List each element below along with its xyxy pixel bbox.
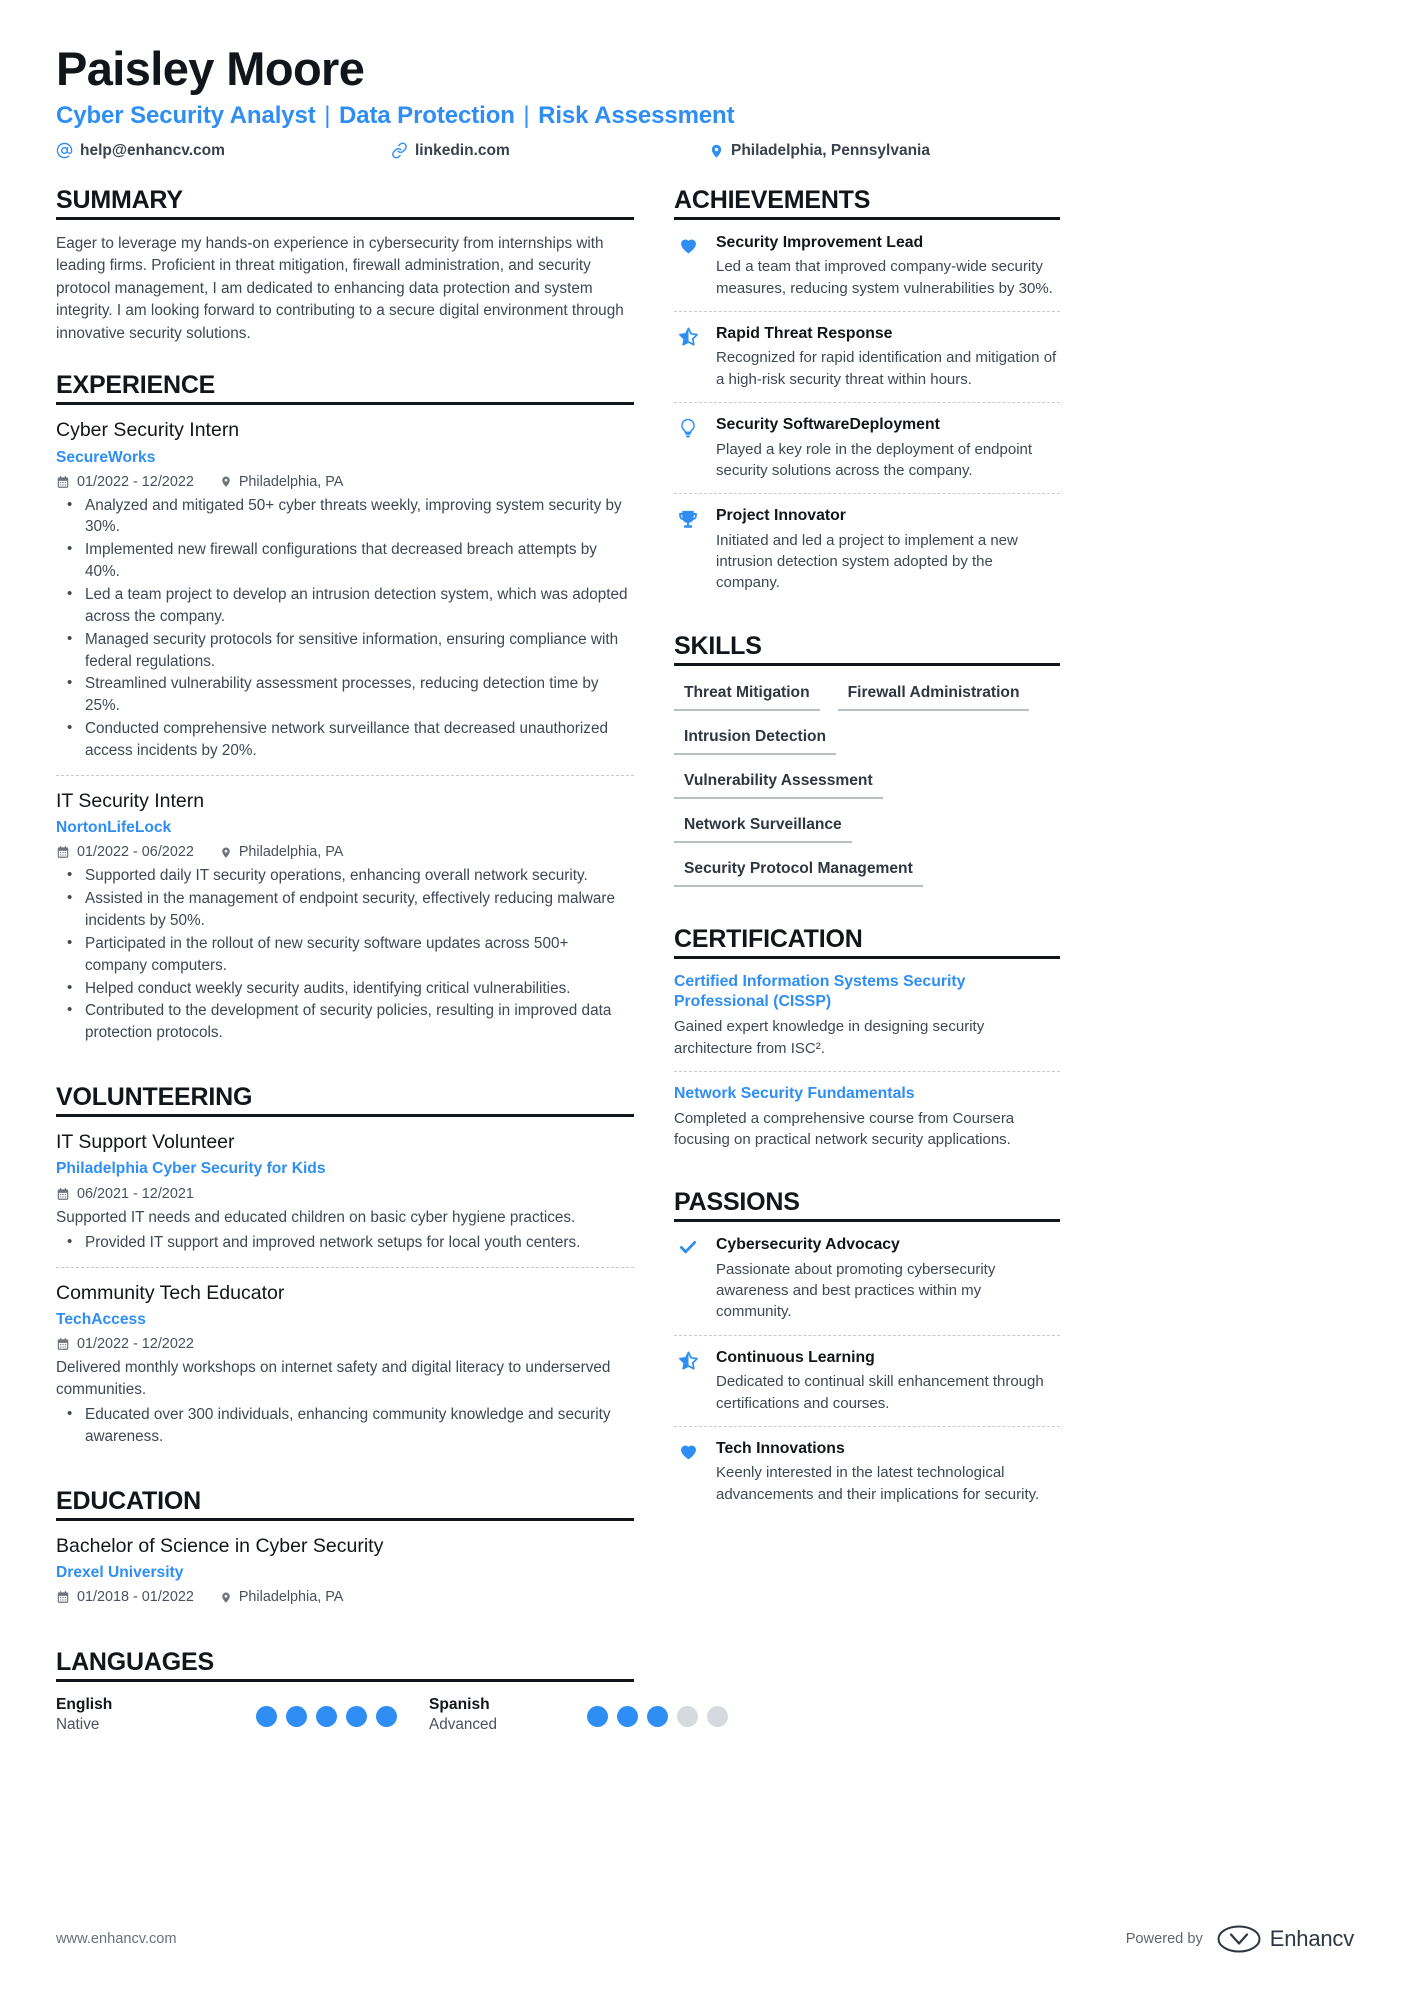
- summary-text: Eager to leverage my hands-on experience in cybersecurity from internships with leading firms. Proficient in threat mitigation, firewall administration, and security protocol management, I am dedicated to enhancing data protection and system integrity. I am looking forward to contributing to a secure digital environment through innovative security solutions.: [56, 234, 624, 342]
- entry-bullets: [56, 865, 634, 1044]
- link-icon: [391, 142, 408, 159]
- certification-description: Completed a comprehensive course from Coursera focusing on practical network security applications.: [674, 1109, 1015, 1148]
- volunteering-entry: [56, 1267, 634, 1461]
- entry-role: IT Security Intern: [56, 789, 205, 812]
- achievement-body: [716, 506, 1060, 593]
- entry-dates-text: 01/2022 - 12/2022: [77, 473, 194, 490]
- proficiency-dot: [617, 1706, 638, 1727]
- check-icon: [674, 1235, 702, 1322]
- entry-location-text: Philadelphia, PA: [238, 1589, 344, 1606]
- bullet-item: • Participated in the rollout of new security software updates across 500+ company computers.: [56, 933, 634, 977]
- star-half-icon: [674, 1348, 702, 1414]
- entry-bullets: [56, 1232, 634, 1254]
- enhancv-brand[interactable]: [1217, 1925, 1354, 1953]
- section-rule: [56, 1114, 634, 1117]
- proficiency-dot: [256, 1706, 277, 1727]
- bullet-item: • Streamlined vulnerability assessment processes, reducing detection time by 25%.: [56, 673, 634, 717]
- bullet-item: • Assisted in the management of endpoint security, effectively reducing malware incidents by 50%.: [56, 888, 634, 932]
- enhancv-logo-icon: [1217, 1925, 1261, 1953]
- resume-header: [56, 44, 1354, 160]
- headline-part-1: Cyber Security Analyst: [56, 101, 316, 129]
- entry-meta: [56, 844, 634, 860]
- language-item-english: [56, 1695, 397, 1735]
- passion-description: Keenly interested in the latest technological advancements and their implications for security.: [716, 1464, 1040, 1503]
- entry-dates: [56, 844, 194, 860]
- achievement-description: Initiated and led a project to implement a new intrusion detection system adopted by the company.: [716, 531, 1018, 592]
- entry-degree: Bachelor of Science in Cyber Security: [56, 1535, 384, 1558]
- contact-row: [56, 142, 1354, 160]
- entry-location-text: Philadelphia, PA: [238, 844, 344, 861]
- lightbulb-icon: [674, 415, 702, 481]
- entry-location: [220, 474, 344, 490]
- section-title-summary: SUMMARY: [56, 185, 183, 214]
- achievement-item: [674, 493, 1060, 605]
- certification-description: Gained expert knowledge in designing security architecture from ISC².: [674, 1018, 985, 1057]
- skill-tag: Security Protocol Management: [674, 855, 923, 887]
- entry-bullets: [56, 1404, 634, 1448]
- passion-title: Tech Innovations: [716, 1439, 845, 1457]
- headline-separator: |: [516, 101, 537, 129]
- achievement-item: [674, 402, 1060, 493]
- section-title-skills: SKILLS: [674, 631, 762, 660]
- education-entry: [56, 1534, 634, 1622]
- candidate-name: Paisley Moore: [56, 42, 365, 95]
- heart-icon: [674, 1439, 702, 1505]
- experience-entry: [56, 775, 634, 1057]
- passion-title: Continuous Learning: [716, 1348, 875, 1366]
- section-title-languages: LANGUAGES: [56, 1648, 214, 1677]
- proficiency-dot: [587, 1706, 608, 1727]
- entry-dates: [56, 1186, 194, 1202]
- entry-meta: [56, 1186, 634, 1202]
- contact-location: [709, 142, 930, 160]
- section-title-achievements: ACHIEVEMENTS: [674, 185, 871, 214]
- achievement-item: [674, 311, 1060, 402]
- certification-title[interactable]: Certified Information Systems Security Professional (CISSP): [674, 972, 966, 1011]
- section-title-education: EDUCATION: [56, 1487, 201, 1516]
- enhancv-brand-name: Enhancv: [1269, 1926, 1354, 1951]
- calendar-icon: [56, 475, 70, 489]
- heart-icon: [674, 233, 702, 299]
- entry-meta: [56, 1589, 634, 1605]
- section-skills: [674, 632, 1060, 899]
- section-languages: [56, 1648, 634, 1735]
- proficiency-dot: [647, 1706, 668, 1727]
- skill-tag: Firewall Administration: [838, 679, 1030, 711]
- entry-dates: [56, 474, 194, 490]
- achievement-item: [674, 233, 1060, 311]
- proficiency-dot: [376, 1706, 397, 1727]
- section-rule: [56, 1679, 634, 1682]
- achievement-title: Security Improvement Lead: [716, 233, 924, 251]
- passion-description: Passionate about promoting cybersecurity awareness and best practices within my community.: [716, 1260, 996, 1321]
- passion-item: [674, 1426, 1060, 1517]
- footer-powered-by: [1126, 1925, 1354, 1953]
- section-achievements: [674, 186, 1060, 606]
- achievement-body: [716, 233, 1060, 299]
- achievement-body: [716, 324, 1060, 390]
- powered-by-label: Powered by: [1125, 1931, 1203, 1947]
- entry-description: Delivered monthly workshops on internet safety and digital literacy to underserved communities.: [56, 1358, 611, 1399]
- language-name: Spanish: [429, 1696, 490, 1714]
- experience-entry: [56, 418, 634, 775]
- resume-columns: [56, 186, 1354, 1761]
- contact-location-text: Philadelphia, Pennsylvania: [731, 141, 930, 159]
- entry-dates-text: 01/2022 - 06/2022: [77, 844, 194, 861]
- language-labels: [56, 1695, 256, 1735]
- candidate-headline: [56, 101, 1354, 131]
- achievement-title: Project Innovator: [716, 507, 846, 525]
- achievement-description: Played a key role in the deployment of endpoint security solutions across the company.: [716, 440, 1033, 479]
- at-icon: [56, 142, 73, 159]
- location-pin-icon: [220, 845, 232, 860]
- entry-dates-text: 06/2021 - 12/2021: [77, 1185, 194, 1202]
- passion-body: [716, 1348, 1060, 1414]
- section-summary: [56, 186, 634, 345]
- headline-separator: |: [317, 101, 337, 129]
- entry-company[interactable]: NortonLifeLock: [56, 819, 172, 837]
- proficiency-dot: [316, 1706, 337, 1727]
- bullet-item: • Conducted comprehensive network surveillance that decreased unauthorized access incidents by 20%.: [56, 718, 634, 762]
- footer-website[interactable]: www.enhancv.com: [56, 1931, 177, 1947]
- skill-tag: Vulnerability Assessment: [674, 767, 883, 799]
- bullet-item: • Educated over 300 individuals, enhancing community knowledge and security awareness.: [56, 1404, 634, 1448]
- entry-meta: [56, 474, 634, 490]
- achievement-description: Led a team that improved company-wide security measures, reducing system vulnerabilities by 30%.: [716, 258, 1053, 297]
- skill-tag: Intrusion Detection: [674, 723, 836, 755]
- entry-organization[interactable]: Philadelphia Cyber Security for Kids: [56, 1160, 326, 1178]
- entry-dates-text: 01/2022 - 12/2022: [77, 1335, 194, 1352]
- entry-location: [220, 844, 344, 860]
- calendar-icon: [56, 1337, 70, 1351]
- section-title-certification: CERTIFICATION: [674, 924, 863, 953]
- certification-item: [674, 972, 1060, 1071]
- section-rule: [56, 1518, 634, 1521]
- calendar-icon: [56, 845, 70, 859]
- right-column: [674, 186, 1060, 1761]
- contact-link[interactable]: [391, 142, 709, 160]
- bullet-item: • Led a team project to develop an intrusion detection system, which was adopted across the company.: [56, 584, 634, 628]
- section-experience: [56, 371, 634, 1057]
- location-pin-icon: [709, 142, 724, 160]
- entry-role: Cyber Security Intern: [56, 419, 240, 442]
- section-rule: [674, 956, 1060, 959]
- certification-title[interactable]: Network Security Fundamentals: [674, 1084, 915, 1102]
- trophy-icon: [674, 506, 702, 593]
- entry-dates: [56, 1336, 194, 1352]
- section-rule: [56, 402, 634, 405]
- section-passions: [674, 1188, 1060, 1517]
- bullet-item: • Helped conduct weekly security audits, identifying critical vulnerabilities.: [56, 978, 634, 1000]
- language-level: Native: [56, 1716, 100, 1734]
- passion-title: Cybersecurity Advocacy: [716, 1236, 900, 1254]
- bullet-item: • Contributed to the development of security policies, resulting in improved data protection protocols.: [56, 1000, 634, 1044]
- passion-body: [716, 1439, 1060, 1505]
- language-level: Advanced: [429, 1716, 498, 1734]
- location-pin-icon: [220, 474, 232, 489]
- bullet-item: • Analyzed and mitigated 50+ cyber threats weekly, improving system security by 30%.: [56, 495, 634, 539]
- entry-dates: [56, 1589, 194, 1605]
- language-labels: [429, 1695, 587, 1735]
- star-half-icon: [674, 324, 702, 390]
- passion-body: [716, 1235, 1060, 1322]
- language-proficiency-dots: [256, 1695, 397, 1727]
- contact-link-text: linkedin.com: [415, 141, 510, 159]
- left-column: [56, 186, 634, 1761]
- bullet-item: • Provided IT support and improved network setups for local youth centers.: [56, 1232, 634, 1254]
- entry-role: IT Support Volunteer: [56, 1131, 235, 1154]
- section-volunteering: [56, 1083, 634, 1461]
- section-education: [56, 1487, 634, 1622]
- calendar-icon: [56, 1187, 70, 1201]
- entry-location: [220, 1589, 344, 1605]
- languages-list: [56, 1695, 634, 1735]
- section-title-passions: PASSIONS: [674, 1188, 800, 1217]
- calendar-icon: [56, 1590, 70, 1604]
- proficiency-dot: [346, 1706, 367, 1727]
- headline-part-3: Risk Assessment: [538, 101, 735, 129]
- skill-tag: Network Surveillance: [674, 811, 852, 843]
- section-title-experience: EXPERIENCE: [56, 371, 216, 400]
- section-rule: [674, 217, 1060, 220]
- passion-description: Dedicated to continual skill enhancement through certifications and courses.: [716, 1373, 1044, 1412]
- skills-list: [674, 679, 1060, 899]
- proficiency-dot: [286, 1706, 307, 1727]
- section-rule: [674, 1219, 1060, 1222]
- contact-email-text: help@enhancv.com: [80, 141, 225, 159]
- bullet-item: • Implemented new firewall configurations that decreased breach attempts by 40%.: [56, 539, 634, 583]
- headline-part-2: Data Protection: [338, 101, 515, 129]
- language-name: English: [56, 1696, 113, 1714]
- bullet-item: • Managed security protocols for sensitive information, ensuring compliance with federal regulations.: [56, 629, 634, 673]
- section-title-volunteering: VOLUNTEERING: [56, 1083, 253, 1112]
- passion-item: [674, 1235, 1060, 1334]
- entry-description: Supported IT needs and educated children on basic cyber hygiene practices.: [56, 1208, 576, 1226]
- entry-company[interactable]: SecureWorks: [56, 448, 156, 466]
- achievement-description: Recognized for rapid identification and mitigation of a high-risk security threat within hours.: [716, 349, 1057, 388]
- entry-location-text: Philadelphia, PA: [238, 473, 344, 490]
- entry-organization[interactable]: TechAccess: [56, 1310, 146, 1328]
- volunteering-entry: [56, 1130, 634, 1266]
- entry-bullets: [56, 495, 634, 762]
- passion-item: [674, 1335, 1060, 1426]
- achievement-body: [716, 415, 1060, 481]
- location-pin-icon: [220, 1590, 232, 1605]
- section-rule: [674, 663, 1060, 666]
- section-certification: [674, 925, 1060, 1163]
- achievement-title: Security SoftwareDeployment: [716, 416, 940, 433]
- entry-school[interactable]: Drexel University: [56, 1564, 184, 1582]
- entry-meta: [56, 1336, 634, 1352]
- achievement-title: Rapid Threat Response: [716, 324, 893, 342]
- certification-item: [674, 1071, 1060, 1162]
- section-rule: [56, 217, 634, 220]
- contact-email[interactable]: [56, 142, 391, 160]
- resume-footer: [56, 1925, 1354, 1953]
- entry-dates-text: 01/2018 - 01/2022: [77, 1589, 194, 1606]
- bullet-item: • Supported daily IT security operations, enhancing overall network security.: [56, 865, 634, 887]
- skill-tag: Threat Mitigation: [674, 679, 820, 711]
- entry-role: Community Tech Educator: [56, 1281, 285, 1304]
